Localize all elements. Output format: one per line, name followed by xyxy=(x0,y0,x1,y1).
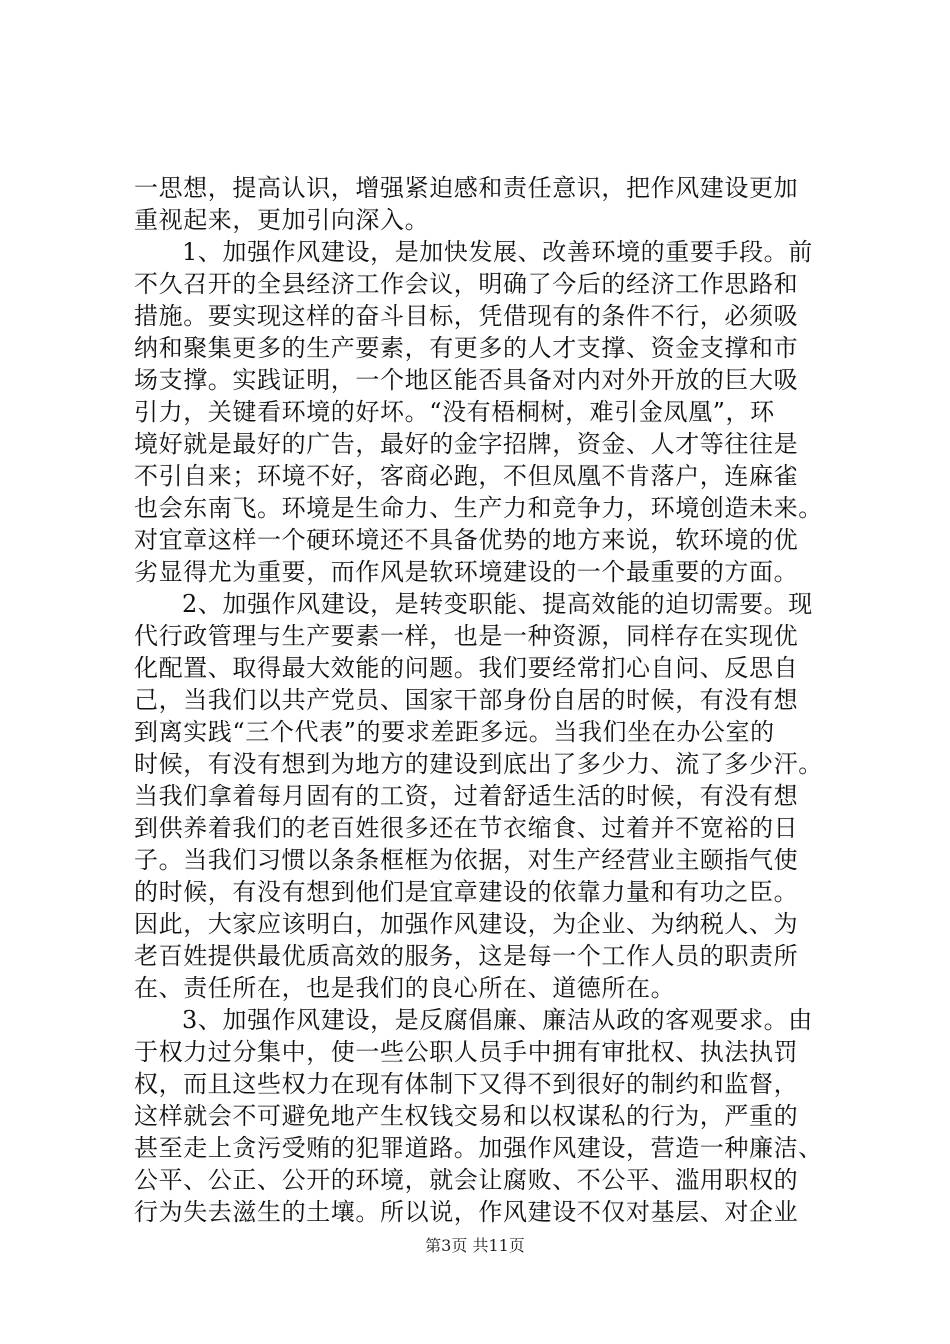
text-line: 一思想，提高认识，增强紧迫感和责任意识，把作风建设更加 xyxy=(134,174,799,202)
text-line: 引力，关键看环境的好坏。“没有梧桐树，难引金凤凰”，环 xyxy=(134,398,775,426)
text-line: 不久召开的全县经济工作会议，明确了今后的经济工作思路和 xyxy=(134,270,799,298)
text-line: 权，而且这些权力在现有体制下又得不到很好的制约和监督， xyxy=(134,1070,799,1098)
text-line: 己，当我们以共产党员、国家干部身份自居的时候，有没有想 xyxy=(134,686,799,714)
text-line: 行为失去滋生的土壤。所以说，作风建设不仅对基层、对企业 xyxy=(134,1198,799,1226)
text-line: 因此，大家应该明白，加强作风建设，为企业、为纳税人、为 xyxy=(134,910,799,938)
text-line: 时候，有没有想到为地方的建设到底出了多少力、流了多少汗。 xyxy=(134,750,823,778)
text-line: 措施。要实现这样的奋斗目标，凭借现有的条件不行，必须吸 xyxy=(134,302,799,330)
text-line: 场支撑。实践证明，一个地区能否具备对内对外开放的巨大吸 xyxy=(134,366,799,394)
document-body xyxy=(134,172,834,1228)
text-line: 纳和聚集更多的生产要素，有更多的人才支撑、资金支撑和市 xyxy=(134,334,799,362)
text-line: 化配置、取得最大效能的问题。我们要经常扪心自问、反思自 xyxy=(134,654,799,682)
text-line: 也会东南飞。环境是生命力、生产力和竞争力，环境创造未来。 xyxy=(134,494,823,522)
text-line: 甚至走上贪污受贿的犯罪道路。加强作风建设，营造一种廉洁、 xyxy=(134,1134,823,1162)
text-line: 对宜章这样一个硬环境还不具备优势的地方来说，软环境的优 xyxy=(134,526,799,554)
text-line: 不引自来；环境不好，客商必跑，不但凤凰不肯落户，连麻雀 xyxy=(134,462,799,490)
text-line: 到离实践“三个代表”的要求差距多远。当我们坐在办公室的 xyxy=(134,718,775,746)
paragraph-1-start: 1、加强作风建设，是加快发展、改善环境的重要手段。前 xyxy=(182,238,813,266)
text-line: 子。当我们习惯以条条框框为依据，对生产经营业主颐指气使 xyxy=(134,846,799,874)
text-line: 当我们拿着每月固有的工资，过着舒适生活的时候，有没有想 xyxy=(134,782,799,810)
page-number-footer: 第3页 共11页 xyxy=(425,1236,525,1255)
paragraph-2-start: 2、加强作风建设，是转变职能、提高效能的迫切需要。现 xyxy=(182,590,813,618)
text-line: 老百姓提供最优质高效的服务，这是每一个工作人员的职责所 xyxy=(134,942,799,970)
text-line: 代行政管理与生产要素一样，也是一种资源，同样存在实现优 xyxy=(134,622,799,650)
text-line: 境好就是最好的广告，最好的金字招牌，资金、人才等往往是 xyxy=(134,430,799,458)
paragraph-3-start: 3、加强作风建设，是反腐倡廉、廉洁从政的客观要求。由 xyxy=(182,1006,813,1034)
text-line: 劣显得尤为重要，而作风是软环境建设的一个最重要的方面。 xyxy=(134,558,799,586)
text-line: 公平、公正、公开的环境，就会让腐败、不公平、滥用职权的 xyxy=(134,1166,799,1194)
text-line: 的时候，有没有想到他们是宜章建设的依靠力量和有功之臣。 xyxy=(134,878,799,906)
text-line: 在、责任所在，也是我们的良心所在、道德所在。 xyxy=(134,974,676,1002)
text-line: 重视起来，更加引向深入。 xyxy=(134,206,430,234)
text-line: 到供养着我们的老百姓很多还在节衣缩食、过着并不宽裕的日 xyxy=(134,814,799,842)
text-line: 于权力过分集中，使一些公职人员手中拥有审批权、执法执罚 xyxy=(134,1038,799,1066)
text-line: 这样就会不可避免地产生权钱交易和以权谋私的行为，严重的 xyxy=(134,1102,799,1130)
